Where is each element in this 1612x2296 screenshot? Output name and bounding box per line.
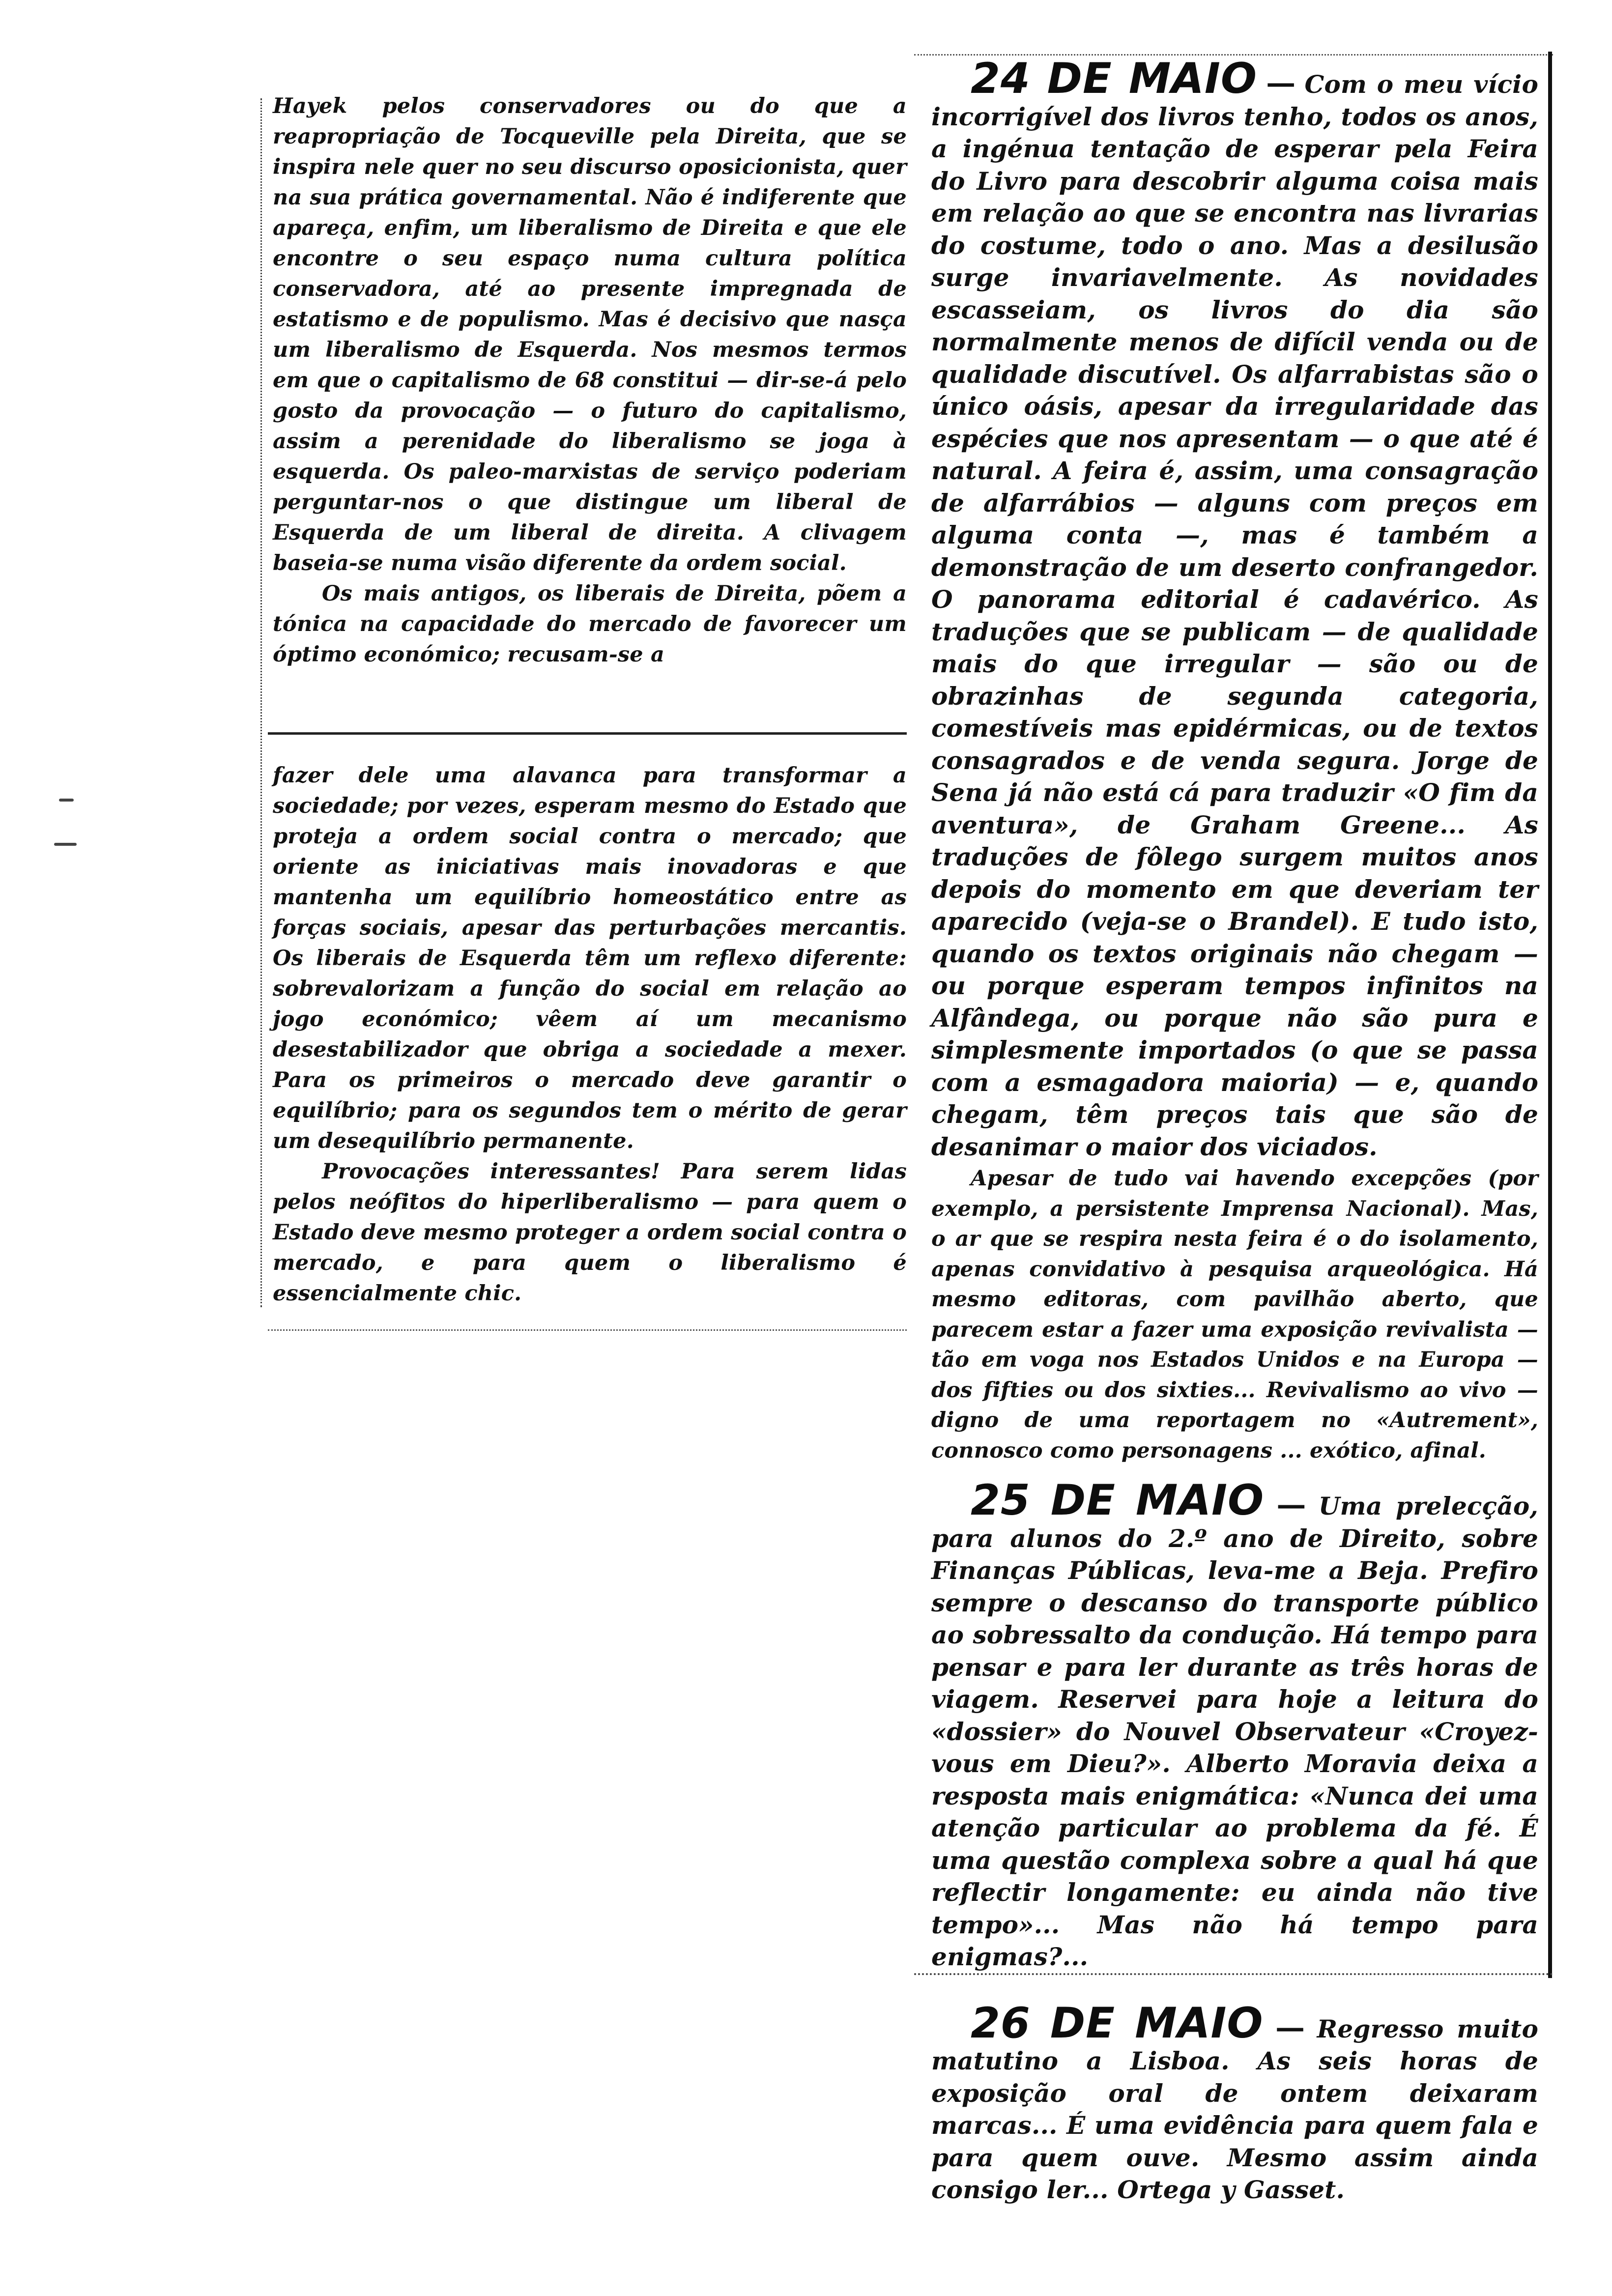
entry-paragraph: [931, 1476, 1539, 1974]
diary-entry-26-maio: [931, 1998, 1538, 2207]
clipping-edge-bottom: [268, 1329, 907, 1331]
entry-dash: —: [1275, 2010, 1305, 2045]
entry-text: Uma prelecção, para alunos do 2.º ano de Direito, sobre Finanças Públicas, leva-me a Beja. Prefiro sempre o descanso do transporte público ao sobressalto da condução. Há tempo para pensar e para ler durante as três horas de viagem. Reservei para hoje a leitura do «dossier» do Nouvel Observateur «Croyez-vous em Dieu?». Alberto Moravia deixa a resposta mais enigmática: «Nunca dei uma atenção particular ao problema da fé. É uma questão complexa sobre a qual há que reflectir longamente: eu ainda não tive tempo»... Mas não há tempo para enigmas?...: [931, 1492, 1539, 1971]
clipping-edge-bottom-right: [914, 1973, 1553, 1975]
right-clipping: [931, 54, 1539, 2227]
paragraph: fazer dele uma alavanca para transformar a sociedade; por vezes, esperam mesmo do Estado que proteja a ordem social contra o mercado; que oriente as iniciativas mais inovadoras e que mantenha um equilíbrio homeostático entre as forças sociais, apesar das perturbações mercantis. Os liberais de Esquerda têm um reflexo diferente: sobrevalorizam a função do social em relação ao jogo económico; vêem aí um mecanismo desestabilizador que obriga a sociedade a mexer. Para os primeiros o mercado deve garantir o equilíbrio; para os segundos tem o mérito de gerar um desequilíbrio permanente.: [273, 763, 907, 1153]
entry-paragraph: [931, 54, 1539, 1164]
entry-text: Regresso muito matutino a Lisboa. As seis horas de exposição oral de ontem deixaram marcas... É uma evidência para quem fala e para quem ouve. Mesmo assim ainda consigo ler... Ortega y Gasset.: [931, 2014, 1538, 2204]
entry-paragraph: Apesar de tudo vai havendo excepções (por exemplo, a persistente Imprensa Nacional). Mas, o ar que se respira nesta feira é o do isolamento, apenas convidativo à pesquisa arqueológica. Há mesmo editoras, com pavilhão aberto, que parecem estar a fazer uma exposição revivalista — tão em voga nos Estados Unidos e na Europa — dos fifties ou dos sixties... Revivalismo ao vivo — digno de uma reportagem no «Autrement», connosco como personagens ... exótico, afinal.: [931, 1166, 1538, 1463]
column-divider: [268, 732, 907, 735]
entry-paragraph: [931, 1998, 1538, 2207]
diary-entry-24-maio: [931, 54, 1539, 1466]
paragraph: Os mais antigos, os liberais de Direita, põem a tónica na capacidade do mercado de favorecer um óptimo económico; recusam-se a: [273, 581, 907, 667]
entry-dash: —: [1276, 1488, 1306, 1522]
entry-date: 24 DE MAIO: [971, 54, 1257, 103]
entry-text: Com o meu vício incorrigível dos livros tenho, todos os anos, a ingénua tentação de esperar pela Feira do Livro para descobrir alguma coisa mais em relação ao que se encontra nas livrarias do costume, todo o ano. Mas a desilusão surge invariavelmente. As novidades escasseiam, os livros do dia são normalmente menos de difícil venda ou de qualidade discutível. Os alfarrabistas são o único oásis, apesar da irregularidade das espécies que nos apresentam — o que até é natural. A feira é, assim, uma consagração de alfarrábios — alguns com preços em alguma conta —, mas é também a demonstração de um deserto confrangedor. O panorama editorial é cadavérico. As traduções que se publicam — de qualidade mais do que irregular — são ou de obrazinhas de segunda categoria, comestíveis mas epidérmicas, ou de textos consagrados e de venda segura. Jorge de Sena já não está cá para traduzir «O fim da aventura», de Graham Greene... As traduções de fôlego surgem muitos anos depois do momento em que deveriam ter aparecido (veja-se o Brandel). E tudo isto, quando os textos originais não chegam — ou porque esperam tempos infinitos na Alfândega, ou porque não são pura e simplesmente importados (o que se passa com a esmagadora maioria) — e, quando chegam, têm preços tais que são de desanimar o maior dos viciados.: [931, 70, 1539, 1161]
entry-date: 25 DE MAIO: [971, 1476, 1265, 1525]
left-clipping: [263, 91, 907, 670]
entry-date: 26 DE MAIO: [971, 1998, 1264, 2048]
scan-mark: [54, 843, 77, 846]
entry-dash: —: [1266, 66, 1296, 100]
left-column-bottom: [263, 760, 907, 1309]
diary-entry-25-maio: [931, 1476, 1539, 1974]
paragraph: Provocações interessantes! Para serem lidas pelos neófitos do hiperliberalismo — para quem o Estado deve mesmo proteger a ordem social contra o mercado, e para quem o liberalismo é essencialmente chic.: [273, 1159, 907, 1306]
clipping-edge-left: [260, 98, 262, 1307]
scan-mark: [59, 799, 74, 802]
left-clipping-continued: [263, 749, 907, 1309]
paragraph: Hayek pelos conservadores ou do que a reapropriação de Tocqueville pela Direita, que se inspira nele quer no seu discurso oposicionista, quer na sua prática governamental. Não é indiferente que apareça, enfim, um liberalismo de Direita e que ele encontre o seu espaço numa cultura política conservadora, até ao presente impregnada de estatismo e de populismo. Mas é decisivo que nasça um liberalismo de Esquerda. Nos mesmos termos em que o capitalismo de 68 constitui — dir-se-á pelo gosto da provocação — o futuro do capitalismo, assim a perenidade do liberalismo se joga à esquerda. Os paleo-marxistas de serviço poderiam perguntar-nos o que distingue um liberal de Esquerda de um liberal de direita. A clivagem baseia-se numa visão diferente da ordem social.: [273, 94, 907, 575]
left-column-top: [263, 91, 907, 670]
clipping-edge-right: [1548, 52, 1552, 1978]
